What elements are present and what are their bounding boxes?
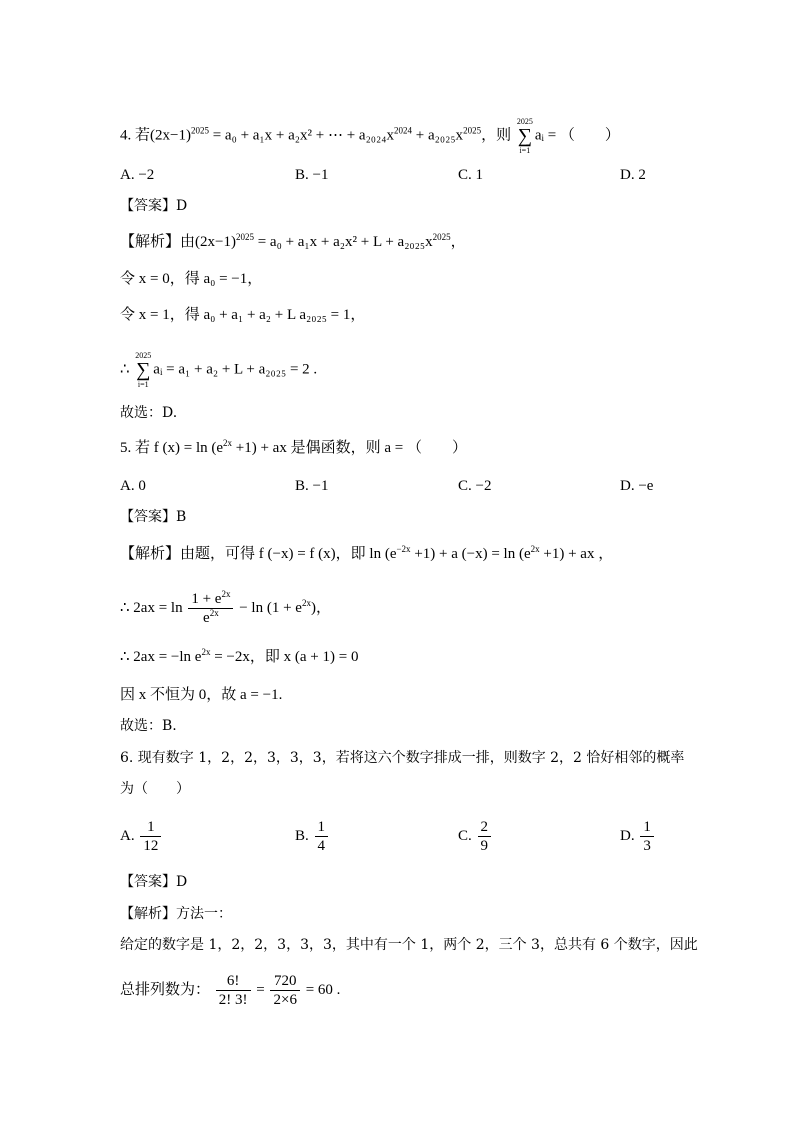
q5-sol2-num-a: 1 + e (191, 591, 222, 607)
q5-sol2-fraction (188, 590, 233, 627)
q5-answer: 【答案】B (120, 509, 187, 525)
q4-option-a[interactable]: A. −2 (120, 167, 155, 183)
q4-eq: (2x−1) (150, 127, 191, 144)
sigma-icon: ∑ (136, 359, 151, 381)
q5-stem-a: 5. 若 f (x) = ln (e (120, 440, 224, 456)
q6-option-d-fraction (640, 818, 654, 855)
q4-option-b[interactable]: B. −1 (295, 167, 329, 183)
q6-option-c-fraction (478, 818, 492, 855)
q5-stem-exp: 2x (223, 438, 233, 448)
q6-option-b-num: 1 (315, 818, 329, 837)
q5-sol2-num-exp: 2x (221, 589, 231, 599)
q4-solution-line3: 令 x = 1，得 a₀ + a₁ + a₂ + L a₂₀₂₅ = 1， (120, 307, 366, 323)
q6-option-c-num: 2 (478, 818, 492, 837)
q6-sol3-post: = 60 . (301, 981, 341, 998)
q4-solution-line2: 令 x = 0，得 a₀ = −1， (120, 271, 263, 287)
q6-stem-line2: 为（ ） (120, 781, 190, 797)
q5-sol2-numerator (188, 590, 233, 609)
q5-sol1-b: +1) + a (−x) = ln (e (410, 546, 531, 562)
q5-sol1-exp2: 2x (530, 544, 540, 554)
q6-option-d[interactable] (620, 818, 656, 855)
q5-sol2-den-a: e (203, 610, 210, 626)
q4-solution-line1 (120, 231, 466, 252)
q4-choose: 故选：D. (120, 405, 178, 421)
q4-sol4-sum-bottom: i=1 (137, 380, 149, 389)
q6-option-b-den: 4 (317, 838, 326, 854)
therefore-icon: ∴ (120, 361, 134, 378)
q4-sol4-sum-top: 2025 (135, 351, 152, 360)
q5-solution-line2 (120, 590, 331, 627)
q4-sol1-c: ， (450, 234, 466, 250)
q5-solution-line1 (120, 543, 613, 564)
q6-option-c-label: C. (458, 827, 472, 844)
q4-solution-label: 【解析】 (120, 232, 181, 250)
q6-option-a[interactable] (120, 818, 163, 855)
q5-sol2-denominator (188, 609, 233, 627)
sigma-icon: ∑ (517, 125, 532, 147)
q6-sol3-f2-num: 720 (270, 972, 299, 991)
q4-sol1-b: = a₀ + a₁x + a₂x² + L + a₂₀₂₅x (253, 234, 433, 250)
q5-option-a[interactable]: A. 0 (120, 478, 146, 494)
q4-tail: = （ ） (543, 127, 620, 144)
q6-solution-line3 (120, 972, 340, 1009)
q6-option-c-den: 9 (480, 838, 489, 854)
q5-solution-line3 (120, 647, 358, 667)
q4-prefix: 4. 若 (120, 127, 151, 144)
q4-rhs-exp1: 2024 (394, 125, 413, 136)
q4-sum-term: aᵢ (534, 127, 544, 144)
q5-stem-b: +1) + ax 是偶函数，则 a = （ ） (232, 440, 467, 456)
q4-answer: 【答案】D (120, 198, 188, 214)
q4-sol4-sum (135, 351, 151, 389)
q5-sol2-post-b: )， (310, 599, 331, 616)
q5-choose: 故选：B. (120, 718, 177, 734)
q6-sol3-fraction1 (216, 972, 251, 1009)
q4-stem (120, 117, 620, 155)
q4-sum-bottom: i=1 (519, 146, 531, 155)
q6-stem-line1: 6. 现有数字 1，2，2，3，3，3，若将这六个数字排成一排，则数字 2，2 恰好相邻的概率 (120, 750, 685, 766)
q6-option-a-label: A. (120, 827, 135, 844)
q6-option-d-label: D. (620, 827, 635, 844)
q6-option-d-den: 3 (643, 838, 651, 854)
q4-eq-exp: 2025 (190, 125, 209, 136)
q5-option-d[interactable]: D. −e (620, 478, 654, 494)
q5-sol3-a: ∴ 2ax = −ln e (120, 649, 202, 665)
q6-sol3-pre: 总排列数为： (120, 979, 211, 998)
q5-sol3-b: = −2x，即 x (a + 1) = 0 (210, 649, 359, 665)
q5-option-c[interactable]: C. −2 (458, 478, 492, 494)
q6-option-d-num: 1 (640, 818, 654, 837)
q6-solution-line2: 给定的数字是 1，2，2，3，3，3，其中有一个 1，两个 2，三个 3，总共有 6 个数字，因此 (120, 937, 698, 953)
q4-sol1-exp2: 2025 (432, 232, 451, 242)
q6-option-b-label: B. (295, 827, 309, 844)
q4-rhs-exp2: 2025 (463, 125, 482, 136)
q5-stem (120, 438, 467, 458)
q5-sol2-post-exp: 2x (301, 597, 311, 608)
q6-option-a-fraction (140, 818, 161, 855)
q4-solution-line4 (120, 351, 317, 389)
q6-option-a-num: 1 (140, 818, 161, 837)
q5-solution-label: 【解析】 (120, 544, 181, 562)
q4-rhs: = a₀ + a₁x + a₂x² + ⋯ + a₂₀₂₄x (208, 127, 395, 144)
q5-sol1-exp: −2x (396, 544, 411, 554)
q4-sol4-post: aᵢ = a₁ + a₂ + L + a₂₀₂₅ = 2 . (153, 361, 318, 378)
q4-option-d[interactable]: D. 2 (620, 167, 646, 183)
q5-sol2-pre: ∴ 2ax = ln (120, 599, 183, 616)
q4-sum-top: 2025 (516, 117, 533, 126)
q6-answer: 【答案】D (120, 874, 188, 890)
q5-option-b[interactable]: B. −1 (295, 478, 329, 494)
q5-sol1-a: 由题，可得 f (−x) = f (x)，即 ln (e (180, 546, 397, 562)
q4-rhs2: + a₂₀₂₅x (412, 127, 464, 144)
q4-sol1-exp: 2025 (235, 232, 254, 242)
q6-sol3-fraction2 (270, 972, 299, 1009)
q6-option-a-den: 12 (143, 838, 159, 854)
q6-sol3-eq: = (252, 981, 269, 998)
q4-sol1-a: 由(2x−1) (180, 234, 236, 250)
q4-sum (517, 117, 533, 155)
q5-sol2-post-a: − ln (1 + e (235, 599, 302, 616)
q6-option-b[interactable] (295, 818, 330, 855)
q4-option-c[interactable]: C. 1 (458, 167, 484, 183)
q6-sol3-f1-den: 2! 3! (218, 992, 248, 1008)
q6-option-b-fraction (315, 818, 329, 855)
q5-sol3-exp: 2x (201, 647, 211, 657)
q4-then: ，则 (481, 127, 512, 144)
q6-sol3-f2-den: 2×6 (273, 992, 297, 1008)
q5-sol2-den-exp: 2x (209, 608, 219, 618)
q5-solution-line4: 因 x 不恒为 0，故 a = −1. (120, 687, 283, 703)
q6-solution-line1: 【解析】方法一： (120, 906, 232, 922)
q6-option-c[interactable] (458, 818, 493, 855)
q6-sol3-f1-num: 6! (216, 972, 251, 991)
q5-sol1-c: +1) + ax ， (539, 546, 614, 562)
